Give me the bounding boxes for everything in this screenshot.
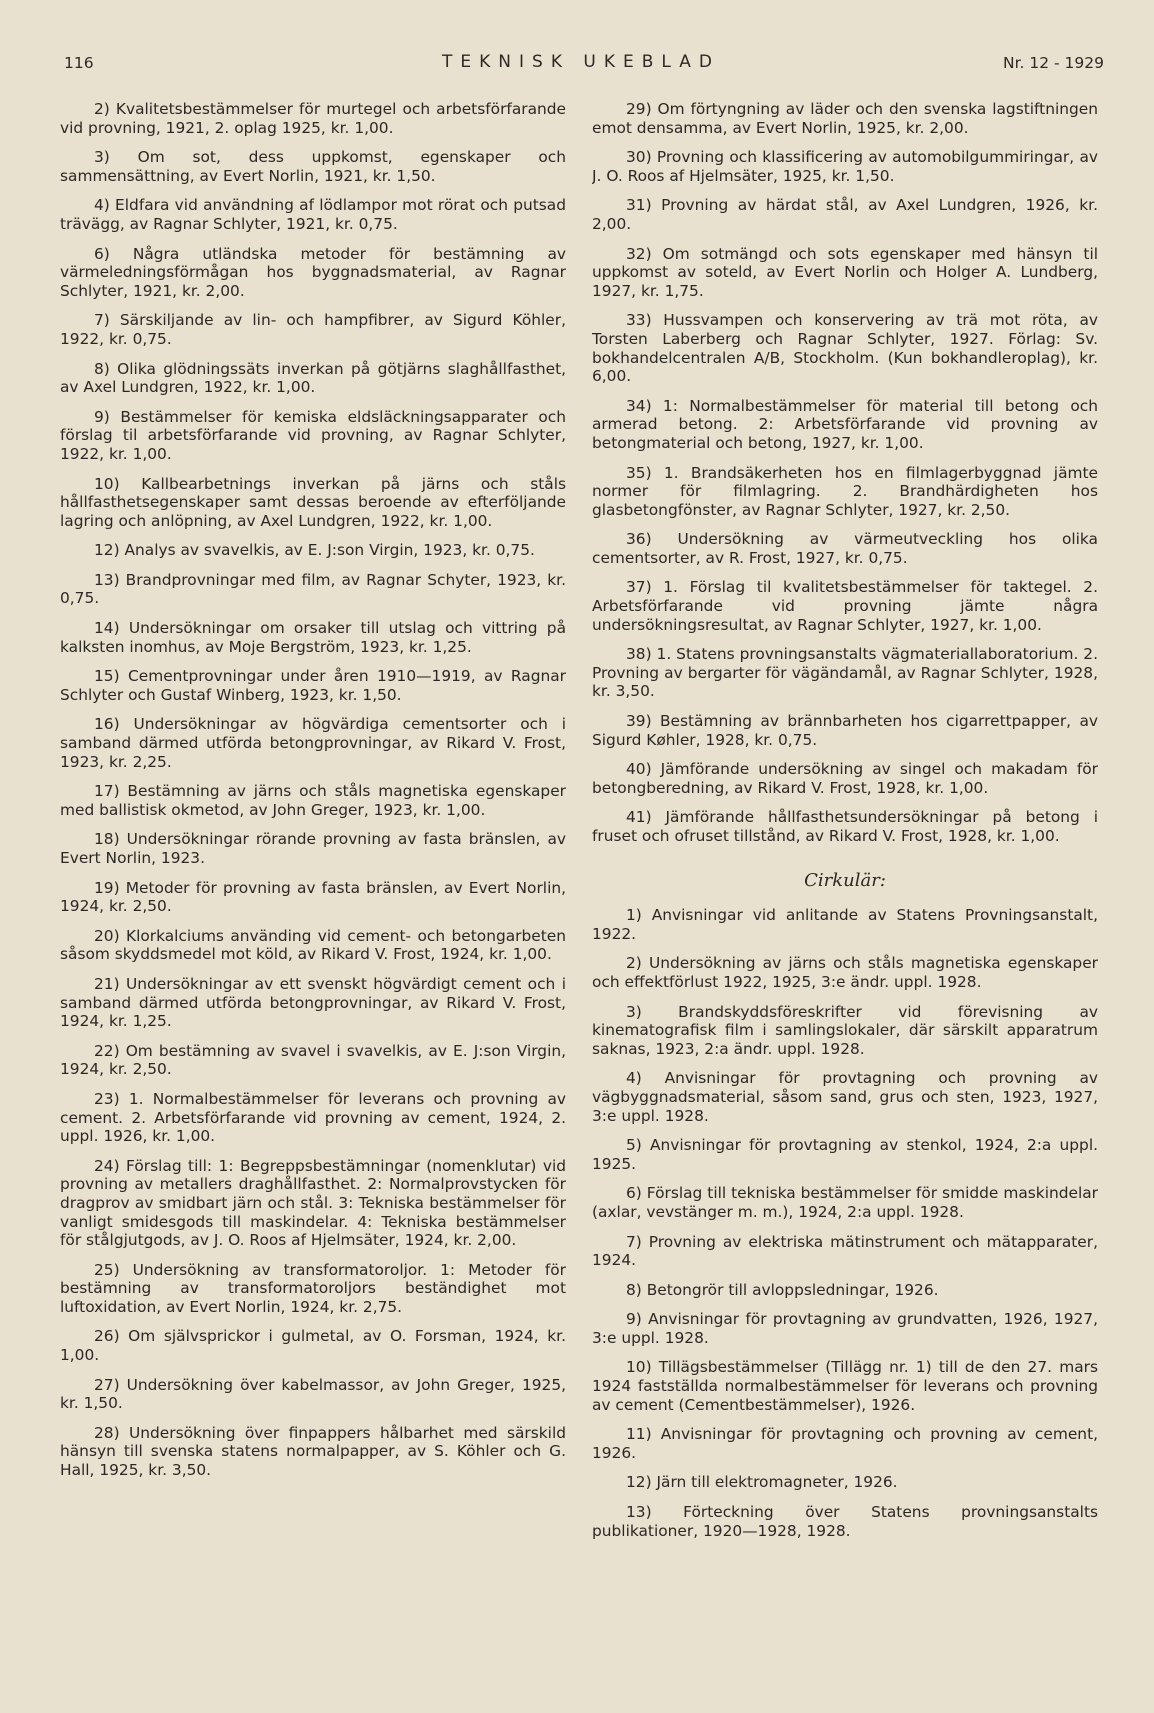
list-item: 14) Undersökningar om orsaker till utslag och vittring på kalksten inomhus, av Moje Bergström, 1923, kr. 1,25. xyxy=(60,619,566,656)
list-item: 9) Bestämmelser för kemiska eldsläckningsapparater och förslag til arbetsförfarande vid provning, av Ragnar Schlyter, 1922, kr. 1,00. xyxy=(60,407,566,463)
circular-item: 5) Anvisningar för provtagning av stenkol, 1924, 2:a uppl. 1925. xyxy=(592,1136,1098,1173)
list-item: 37) 1. Förslag til kvalitetsbestämmelser för taktegel. 2. Arbetsförfarande vid provning jämte några undersökningsresultat, av Ragnar Schlyter, 1927, kr. 1,00. xyxy=(592,578,1098,634)
list-item: 24) Förslag till: 1: Begreppsbestämningar (nomenklutar) vid provning av metallers draghållfasthet. 2: Normalprovstycken för dragprov av smidbart järn och stål. 3: Tekniska bestämmelser för vanligt smidesgods till maskindelar. 4: Tekniska bestämmelser för stålgjutgods, av J. O. Roos af Hjelmsäter, 1924, kr. 2,00. xyxy=(60,1156,566,1250)
circular-item: 11) Anvisningar för provtagning och provning av cement, 1926. xyxy=(592,1425,1098,1462)
circular-item: 10) Tillägsbestämmelser (Tillägg nr. 1) till de den 27. mars 1924 fastställda normalbestämmelser för leverans och provning av cement (Cementbestämmelser), 1926. xyxy=(592,1358,1098,1414)
circular-item: 4) Anvisningar för provtagning och provning av vägbyggnadsmaterial, såsom sand, grus och sten, 1923, 1927, 3:e uppl. 1928. xyxy=(592,1069,1098,1125)
issue-number: Nr. 12 - 1929 xyxy=(1002,54,1104,72)
list-item: 36) Undersökning av värmeutveckling hos olika cementsorter, av R. Frost, 1927, kr. 0,75. xyxy=(592,530,1098,567)
circular-item: 9) Anvisningar för provtagning av grundvatten, 1926, 1927, 3:e uppl. 1928. xyxy=(592,1310,1098,1347)
list-item: 19) Metoder för provning av fasta bränslen, av Evert Norlin, 1924, kr. 2,50. xyxy=(60,878,566,916)
list-item: 4) Eldfara vid användning af lödlampor mot rörat och putsad trävägg, av Ragnar Schlyter, 1921, kr. 0,75. xyxy=(60,196,566,233)
list-item: 40) Jämförande undersökning av singel och makadam för betongberedning, av Rikard V. Frost, 1928, kr. 1,00. xyxy=(592,760,1098,797)
list-item: 6) Några utländska metoder för bestämning av värmeledningsförmågan hos byggnadsmaterial, av Ragnar Schlyter, 1921, kr. 2,00. xyxy=(60,244,566,300)
circular-item: 8) Betongrör till avloppsledningar, 1926. xyxy=(626,1280,939,1299)
journal-title: TEKNISK UKEBLAD xyxy=(442,52,720,72)
circular-item: 3) Brandskyddsföreskrifter vid förevisning av kinematografisk film i samlingslokaler, där särskilt apparatrum saknas, 1923, 2:a ändr. uppl. 1928. xyxy=(592,1002,1098,1058)
circular-item: 2) Undersökning av järns och ståls magnetiska egenskaper och effektförlust 1922, 1925, 3:e ändr. uppl. 1928. xyxy=(592,954,1098,991)
list-item: 16) Undersökningar av högvärdiga cementsorter och i samband därmed utförda betongprovningar, av Rikard V. Frost, 1923, kr. 2,25. xyxy=(60,715,566,771)
circular-item: 7) Provning av elektriska mätinstrument och mätapparater, 1924. xyxy=(592,1232,1098,1270)
list-item: 29) Om förtyngning av läder och den svenska lagstiftningen emot densamma, av Evert Norlin, 1925, kr. 2,00. xyxy=(592,100,1098,137)
list-item: 12) Analys av svavelkis, av E. J:son Virgin, 1923, kr. 0,75. xyxy=(94,541,535,560)
section-heading-circular: Cirkulär: xyxy=(804,869,886,891)
list-item: 34) 1: Normalbestämmelser för material till betong och armerad betong. 2: Arbetsförfarande vid provning av betongmaterial och betong, 1927, kr. 1,00. xyxy=(592,396,1098,452)
list-item: 20) Klorkalciums använding vid cement- och betongarbeten såsom skyddsmedel mot köld, av Rikard V. Frost, 1924, kr. 1,00. xyxy=(60,926,566,964)
list-item: 13) Brandprovningar med film, av Ragnar Schyter, 1923, kr. 0,75. xyxy=(60,570,566,608)
circular-item: 12) Järn till elektromagneter, 1926. xyxy=(626,1473,898,1492)
list-item: 27) Undersökning över kabelmassor, av John Greger, 1925, kr. 1,50. xyxy=(60,1375,566,1413)
list-item: 41) Jämförande hållfasthetsundersökningar på betong i fruset och ofruset tillstånd, av Rikard V. Frost, 1928, kr. 1,00. xyxy=(592,808,1098,845)
list-item: 8) Olika glödningssäts inverkan på götjärns slaghållfasthet, av Axel Lundgren, 1922, kr. 1,00. xyxy=(60,359,566,397)
list-item: 38) 1. Statens provningsanstalts vägmateriallaboratorium. 2. Provning av bergarter för vägändamål, av Ragnar Schlyter, 1928, kr. 3,50. xyxy=(592,645,1098,701)
list-item: 10) Kallbearbetnings inverkan på järns och ståls hållfasthetsegenskaper samt dessas beroende av efterföljande lagring och anlöpning, av Axel Lundgren, 1922, kr. 1,00. xyxy=(60,474,566,530)
list-item: 15) Cementprovningar under åren 1910—1919, av Ragnar Schlyter och Gustaf Winberg, 1923, kr. 1,50. xyxy=(60,667,566,704)
left-column xyxy=(60,100,566,1690)
list-item: 17) Bestämning av järns och ståls magnetiska egenskaper med ballistisk okmetod, av John Greger, 1923, kr. 1,00. xyxy=(60,782,566,819)
list-item: 25) Undersökning av transformatoroljor. 1: Metoder för bestämning av transformatoroljors beständighet mot luftoxidation, av Evert Norlin, 1924, kr. 2,75. xyxy=(60,1260,566,1316)
list-item: 18) Undersökningar rörande provning av fasta bränslen, av Evert Norlin, 1923. xyxy=(60,830,566,867)
list-item: 30) Provning och klassificering av automobilgummiringar, av J. O. Roos af Hjelmsäter, 1925, kr. 1,50. xyxy=(592,148,1098,185)
list-item: 3) Om sot, dess uppkomst, egenskaper och sammensättning, av Evert Norlin, 1921, kr. 1,50. xyxy=(60,148,566,185)
list-item: 23) 1. Normalbestämmelser för leverans och provning av cement. 2. Arbetsförfarande vid provning av cement, 1924, 2. uppl. 1926, kr. 1,00. xyxy=(60,1089,566,1146)
list-item: 21) Undersökningar av ett svenskt högvärdigt cement och i samband därmed utförda betongprovningar, av Rikard V. Frost, 1924, kr. 1,25. xyxy=(60,974,566,1031)
list-item: 28) Undersökning över finpappers hålbarhet med särskild hänsyn till svenska statens normalpapper, av S. Köhler och G. Hall, 1925, kr. 3,50. xyxy=(60,1423,566,1480)
page-header xyxy=(58,52,1104,78)
list-item: 22) Om bestämning av svavel i svavelkis, av E. J:son Virgin, 1924, kr. 2,50. xyxy=(60,1041,566,1079)
circular-item: 13) Förteckning över Statens provningsanstalts publikationer, 1920—1928, 1928. xyxy=(592,1503,1098,1540)
circular-item: 6) Förslag till tekniska bestämmelser för smidde maskindelar (axlar, vevstänger m. m.), 1924, 2:a uppl. 1928. xyxy=(592,1184,1098,1221)
list-item: 32) Om sotmängd och sots egenskaper med hänsyn til uppkomst av soteld, av Evert Norlin och Holger A. Lundberg, 1927, kr. 1,75. xyxy=(592,244,1098,300)
list-item: 31) Provning av härdat stål, av Axel Lundgren, 1926, kr. 2,00. xyxy=(592,196,1098,233)
list-item: 2) Kvalitetsbestämmelser för murtegel och arbetsförfarande vid provning, 1921, 2. oplag 1925, kr. 1,00. xyxy=(60,100,566,137)
list-item: 39) Bestämning av brännbarheten hos cigarrettpapper, av Sigurd Køhler, 1928, kr. 0,75. xyxy=(592,712,1098,749)
right-column xyxy=(592,100,1098,1690)
list-item: 26) Om självsprickor i gulmetal, av O. Forsman, 1924, kr. 1,00. xyxy=(60,1327,566,1365)
list-item: 35) 1. Brandsäkerheten hos en filmlagerbyggnad jämte normer för filmlagring. 2. Brandhärdigheten hos glasbetongfönster, av Ragnar Schlyter, 1927, kr. 2,50. xyxy=(592,463,1098,519)
page-number: 116 xyxy=(64,54,94,72)
list-item: 7) Särskiljande av lin- och hampfibrer, av Sigurd Köhler, 1922, kr. 0,75. xyxy=(60,311,566,348)
list-item: 33) Hussvampen och konservering av trä mot röta, av Torsten Laberberg och Ragnar Schlyter, 1927. Förlag: Sv. bokhandelcentralen A/B, Stockholm. (Kun bokhandleroplag), kr. 6,00. xyxy=(592,311,1098,386)
circular-item: 1) Anvisningar vid anlitande av Statens Provningsanstalt, 1922. xyxy=(592,906,1098,943)
